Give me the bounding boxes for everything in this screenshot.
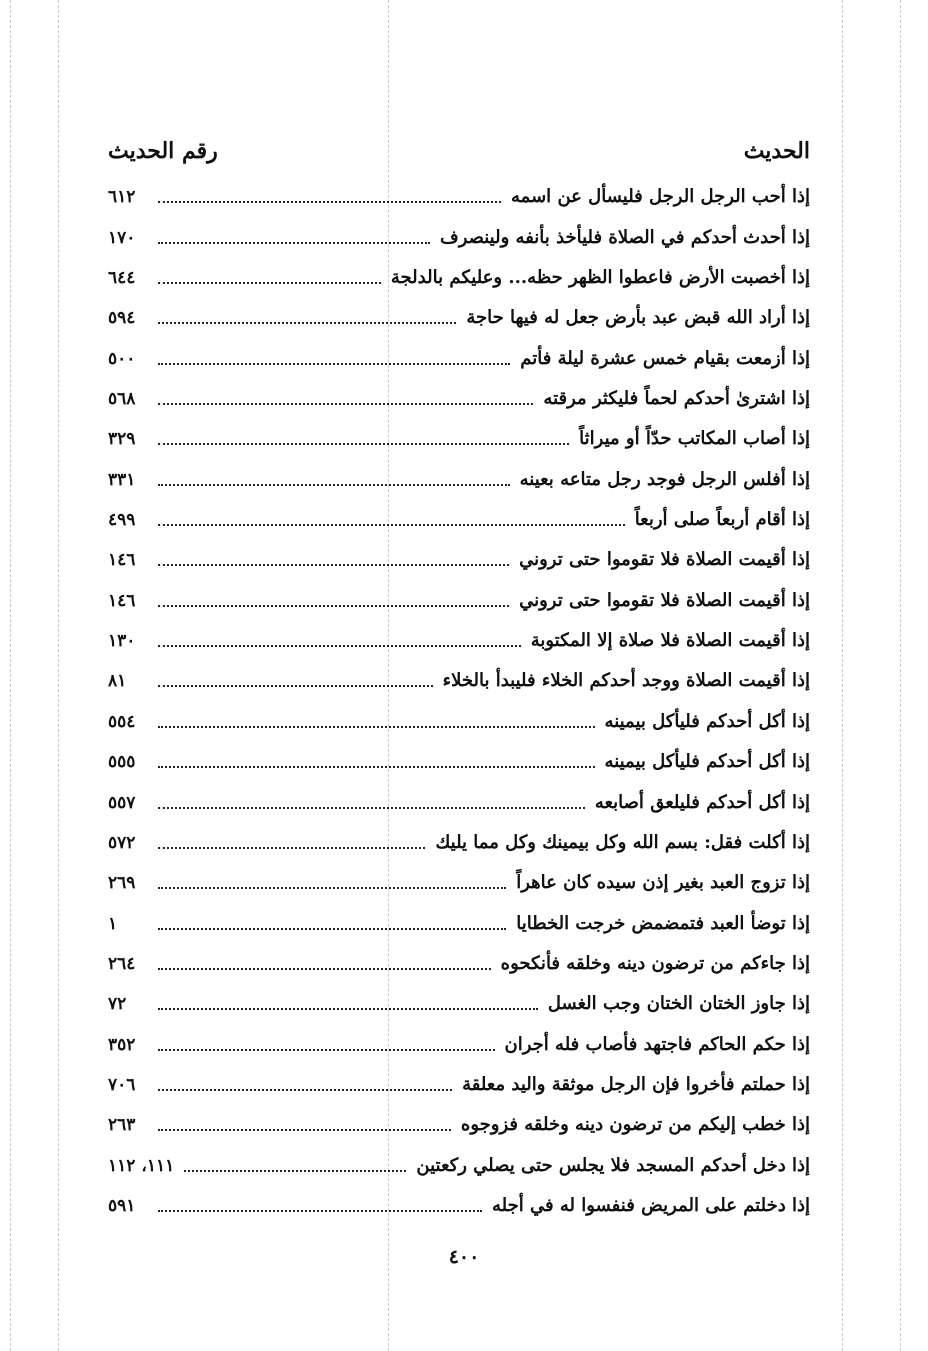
hadith-text: إذا دخلتم على المريض فنفسوا له في أجله — [492, 1194, 810, 1216]
dot-leader — [158, 443, 569, 445]
index-entry — [108, 820, 810, 860]
index-entry — [108, 497, 810, 537]
index-entry — [108, 698, 810, 738]
index-entry — [108, 376, 810, 416]
hadith-number: ١٤٦ — [108, 550, 136, 571]
dot-leader — [184, 1170, 406, 1172]
index-entry — [108, 860, 810, 900]
hadith-number: ٨١ — [108, 671, 127, 692]
hadith-text: إذا جاوز الختان الختان وجب الغسل — [547, 993, 810, 1015]
dot-leader — [158, 484, 510, 486]
hadith-number: ٢٦٤ — [108, 953, 136, 974]
hadith-text: إذا أكل أحدكم فليأكل بيمينه — [604, 710, 810, 732]
dot-leader — [158, 564, 509, 566]
hadith-number: ٥٦٨ — [108, 389, 136, 410]
hadith-text: إذا حملتم فأخروا فإن الرجل موثقة واليد معلقة — [462, 1073, 810, 1095]
hadith-text: إذا أصاب المكاتب حدّاً أو ميراثاً — [579, 428, 810, 450]
hadith-text: إذا أفلس الرجل فوجد رجل متاعه بعينه — [519, 468, 810, 490]
dot-leader — [158, 685, 433, 687]
dot-leader — [158, 645, 521, 647]
page-number: ٤٠٠ — [448, 1246, 480, 1268]
hadith-number: ٣٢٩ — [108, 429, 136, 450]
index-entry — [108, 1062, 810, 1102]
table-header — [108, 138, 810, 174]
hadith-number: ١ — [108, 913, 118, 934]
dot-leader — [158, 968, 491, 970]
hadith-text: إذا أقيمت الصلاة فلا تقوموا حتى تروني — [519, 589, 810, 611]
dot-leader — [158, 1049, 495, 1051]
hadith-number: ٥٥٧ — [108, 792, 136, 813]
index-entry — [108, 537, 810, 577]
dot-leader — [158, 363, 510, 365]
index-entry — [108, 335, 810, 375]
hadith-number: ٦٤٤ — [108, 268, 136, 289]
hadith-text: إذا أزمعت بقيام خمس عشرة ليلة فأتم — [520, 347, 810, 369]
hadith-number: ٥٠٠ — [108, 348, 136, 369]
dot-leader — [158, 1008, 538, 1010]
dot-leader — [158, 322, 456, 324]
hadith-text: إذا أكلت فقل: بسم الله وكل بيمينك وكل مما يليك — [435, 831, 810, 853]
dot-leader — [158, 282, 381, 284]
index-entry — [108, 1142, 810, 1182]
hadith-text: إذا أحدث أحدكم في الصلاة فليأخذ بأنفه ولينصرف — [440, 226, 810, 248]
hadith-text: إذا أراد الله قبض عبد بأرض جعل له فيها حاجة — [466, 307, 810, 329]
index-entry — [108, 416, 810, 456]
index-entry — [108, 295, 810, 335]
dot-leader — [158, 242, 430, 244]
hadith-text: إذا دخل أحدكم المسجد فلا يجلس حتى يصلي ركعتين — [416, 1154, 810, 1176]
hadith-number: ٣٥٢ — [108, 1034, 136, 1055]
index-entry — [108, 456, 810, 496]
hadith-number: ٥٥٤ — [108, 711, 136, 732]
hadith-number: ٢٦٣ — [108, 1115, 136, 1136]
hadith-text: إذا أكل أحدكم فليلعق أصابعه — [594, 791, 810, 813]
hadith-text: إذا أخصبت الأرض فاعطوا الظهر حظه... وعليكم بالدلجة — [390, 267, 810, 289]
index-entry — [108, 941, 810, 981]
dot-leader — [158, 403, 533, 405]
hadith-text: إذا حكم الحاكم فاجتهد فأصاب فله أجران — [504, 1033, 810, 1055]
hadith-number: ٧٠٦ — [108, 1074, 136, 1095]
dot-leader — [158, 928, 506, 930]
hadith-column-heading: الحديث — [743, 138, 810, 164]
hadith-number: ٥٩٤ — [108, 308, 136, 329]
hadith-text: إذا أقام أربعاً صلى أربعاً — [634, 509, 810, 531]
dot-leader — [158, 201, 501, 203]
hadith-text: إذا أحب الرجل الرجل فليسأل عن اسمه — [511, 186, 810, 208]
index-entry — [108, 1021, 810, 1061]
hadith-number: ١٧٠ — [108, 227, 136, 248]
hadith-text: إذا توضأ العبد فتمضمض خرجت الخطايا — [516, 912, 810, 934]
hadith-number: ٢٦٩ — [108, 873, 136, 894]
index-page — [108, 138, 810, 1223]
dot-leader — [158, 1129, 451, 1131]
hadith-text: إذا أقيمت الصلاة ووجد أحدكم الخلاء فليبدأ بالخلاء — [442, 670, 810, 692]
dot-leader — [158, 1210, 482, 1212]
index-entry — [108, 658, 810, 698]
hadith-number: ٤٩٩ — [108, 510, 136, 531]
dot-leader — [158, 524, 625, 526]
index-entry — [108, 981, 810, 1021]
scan-guide-line — [58, 0, 59, 1351]
hadith-number: ١٤٦ — [108, 590, 136, 611]
index-entry — [108, 779, 810, 819]
hadith-number: ٣٣١ — [108, 469, 136, 490]
hadith-number: ١١١، ١١٢ — [108, 1155, 175, 1176]
index-entry — [108, 1183, 810, 1223]
hadith-text: إذا خطب إليكم من ترضون دينه وخلقه فزوجوه — [460, 1114, 810, 1136]
index-entry — [108, 255, 810, 295]
dot-leader — [158, 1089, 452, 1091]
dot-leader — [158, 847, 425, 849]
index-entry — [108, 214, 810, 254]
dot-leader — [158, 605, 509, 607]
hadith-text: إذا أقيمت الصلاة فلا تقوموا حتى تروني — [519, 549, 810, 571]
hadith-index-list — [108, 174, 810, 1223]
hadith-number: ٥٥٥ — [108, 752, 136, 773]
index-entry — [108, 174, 810, 214]
scan-guide-line — [10, 0, 11, 1351]
dot-leader — [158, 766, 595, 768]
hadith-number: ١٣٠ — [108, 631, 136, 652]
hadith-number: ٥٩١ — [108, 1195, 136, 1216]
hadith-number: ٥٧٢ — [108, 832, 136, 853]
number-column-heading: رقم الحديث — [108, 138, 218, 164]
hadith-text: إذا أكل أحدكم فليأكل بيمينه — [604, 751, 810, 773]
index-entry — [108, 1102, 810, 1142]
hadith-text: إذا اشترىٰ أحدكم لحماً فليكثر مرقته — [543, 388, 810, 410]
hadith-text: إذا تزوج العبد بغير إذن سيده كان عاهراً — [516, 872, 810, 894]
hadith-number: ٦١٢ — [108, 187, 136, 208]
hadith-text: إذا أقيمت الصلاة فلا صلاة إلا المكتوبة — [530, 630, 810, 652]
dot-leader — [158, 726, 595, 728]
dot-leader — [158, 887, 506, 889]
index-entry — [108, 577, 810, 617]
hadith-text: إذا جاءكم من ترضون دينه وخلقه فأنكحوه — [500, 952, 810, 974]
index-entry — [108, 900, 810, 940]
index-entry — [108, 739, 810, 779]
index-entry — [108, 618, 810, 658]
hadith-number: ٧٢ — [108, 994, 127, 1015]
scan-guide-line — [900, 0, 901, 1351]
dot-leader — [158, 807, 585, 809]
scan-guide-line — [842, 0, 843, 1351]
